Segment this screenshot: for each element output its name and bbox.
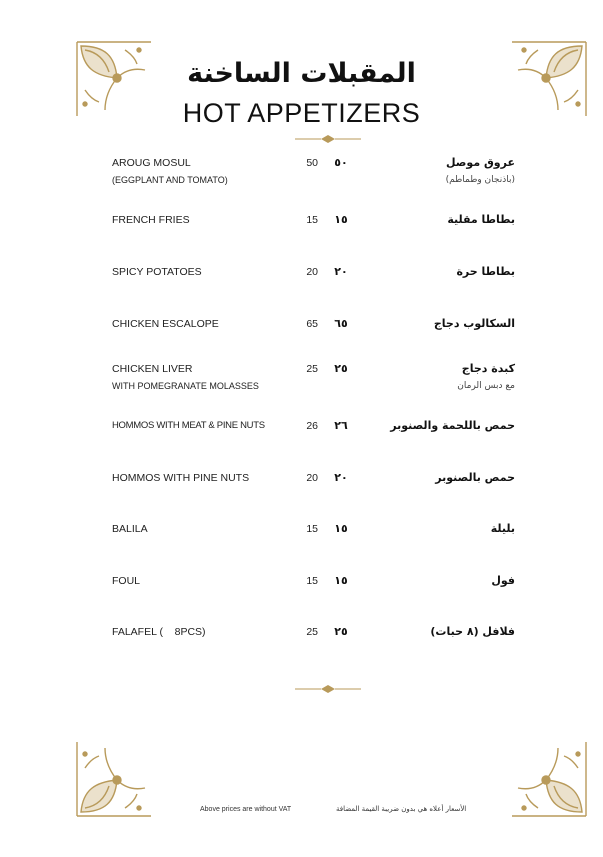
item-description-en: (EGGPLANT AND TOMATO) bbox=[112, 175, 228, 185]
item-name-en: BALILA bbox=[112, 523, 148, 535]
item-name-ar: حمص باللحمة والصنوبر bbox=[390, 419, 515, 432]
menu-item bbox=[0, 420, 603, 460]
menu-item bbox=[0, 363, 603, 403]
item-price: 15 bbox=[306, 575, 318, 587]
item-description-en: WITH POMEGRANATE MOLASSES bbox=[112, 381, 259, 391]
item-price-arabic: ٢٥ bbox=[334, 625, 348, 638]
item-name-ar: كبدة دجاج bbox=[461, 362, 515, 375]
item-price-arabic: ٢٦ bbox=[334, 419, 348, 432]
item-price: 15 bbox=[306, 523, 318, 535]
item-name-ar: بطاطا حرة bbox=[456, 265, 515, 278]
item-name-en: FALAFEL ( 8PCS) bbox=[112, 626, 206, 638]
item-name-en: AROUG MOSUL bbox=[112, 157, 191, 169]
divider-ornament-top bbox=[293, 134, 363, 144]
item-price-arabic: ٢٥ bbox=[334, 362, 348, 375]
menu-item bbox=[0, 266, 603, 306]
menu-item bbox=[0, 575, 603, 615]
item-price-arabic: ٢٠ bbox=[334, 471, 348, 484]
item-description-ar: (باذنجان وطماطم) bbox=[445, 175, 515, 185]
page-title: HOT APPETIZERS bbox=[182, 98, 421, 128]
menu-item bbox=[0, 472, 603, 512]
menu-item bbox=[0, 318, 603, 358]
item-name-en: FOUL bbox=[112, 575, 141, 587]
menu-item bbox=[0, 626, 603, 666]
item-price-arabic: ٦٥ bbox=[334, 317, 348, 330]
item-name-ar: عروق موصل bbox=[445, 156, 515, 169]
item-name-en: CHICKEN LIVER bbox=[112, 363, 193, 375]
item-name-en: HOMMOS WITH PINE NUTS bbox=[112, 472, 250, 484]
item-name-ar: فول bbox=[491, 574, 515, 587]
item-name-ar: بطاطا مقلية bbox=[447, 213, 515, 226]
vat-note: Above prices are without VAT bbox=[200, 806, 292, 813]
item-price: 25 bbox=[306, 626, 318, 638]
item-description-ar: مع دبس الرمان bbox=[457, 381, 515, 391]
vat-note-arabic: الأسعار أعلاه هي بدون ضريبة القيمة المضافة bbox=[336, 805, 467, 813]
item-price: 25 bbox=[306, 363, 318, 375]
corner-ornament-bottom-right bbox=[510, 740, 588, 818]
item-price-arabic: ٥٠ bbox=[334, 156, 348, 169]
item-name-ar: بليلة bbox=[490, 522, 515, 535]
item-name-en: SPICY POTATOES bbox=[112, 266, 202, 278]
menu-item bbox=[0, 214, 603, 254]
item-price: 65 bbox=[306, 318, 318, 330]
item-name-en: HOMMOS WITH MEAT & PINE NUTS bbox=[112, 420, 265, 431]
item-price: 50 bbox=[306, 157, 318, 169]
page-title-arabic: المقبلات الساخنة bbox=[187, 58, 416, 89]
item-name-ar: حمص بالصنوبر bbox=[435, 471, 515, 484]
item-name-ar: فلافل (٨ حبات) bbox=[430, 625, 515, 638]
divider-ornament-bottom bbox=[293, 684, 363, 694]
item-price-arabic: ١٥ bbox=[334, 522, 348, 535]
item-name-en: FRENCH FRIES bbox=[112, 214, 190, 226]
item-price: 20 bbox=[306, 266, 318, 278]
corner-ornament-bottom-left bbox=[75, 740, 153, 818]
item-price-arabic: ١٥ bbox=[334, 213, 348, 226]
item-price: 15 bbox=[306, 214, 318, 226]
item-name-en: CHICKEN ESCALOPE bbox=[112, 318, 219, 330]
item-price: 26 bbox=[306, 420, 318, 432]
item-price: 20 bbox=[306, 472, 318, 484]
item-price-arabic: ١٥ bbox=[334, 574, 348, 587]
item-price-arabic: ٢٠ bbox=[334, 265, 348, 278]
item-name-ar: السكالوب دجاج bbox=[433, 317, 515, 330]
menu-item bbox=[0, 523, 603, 563]
menu-item bbox=[0, 157, 603, 197]
